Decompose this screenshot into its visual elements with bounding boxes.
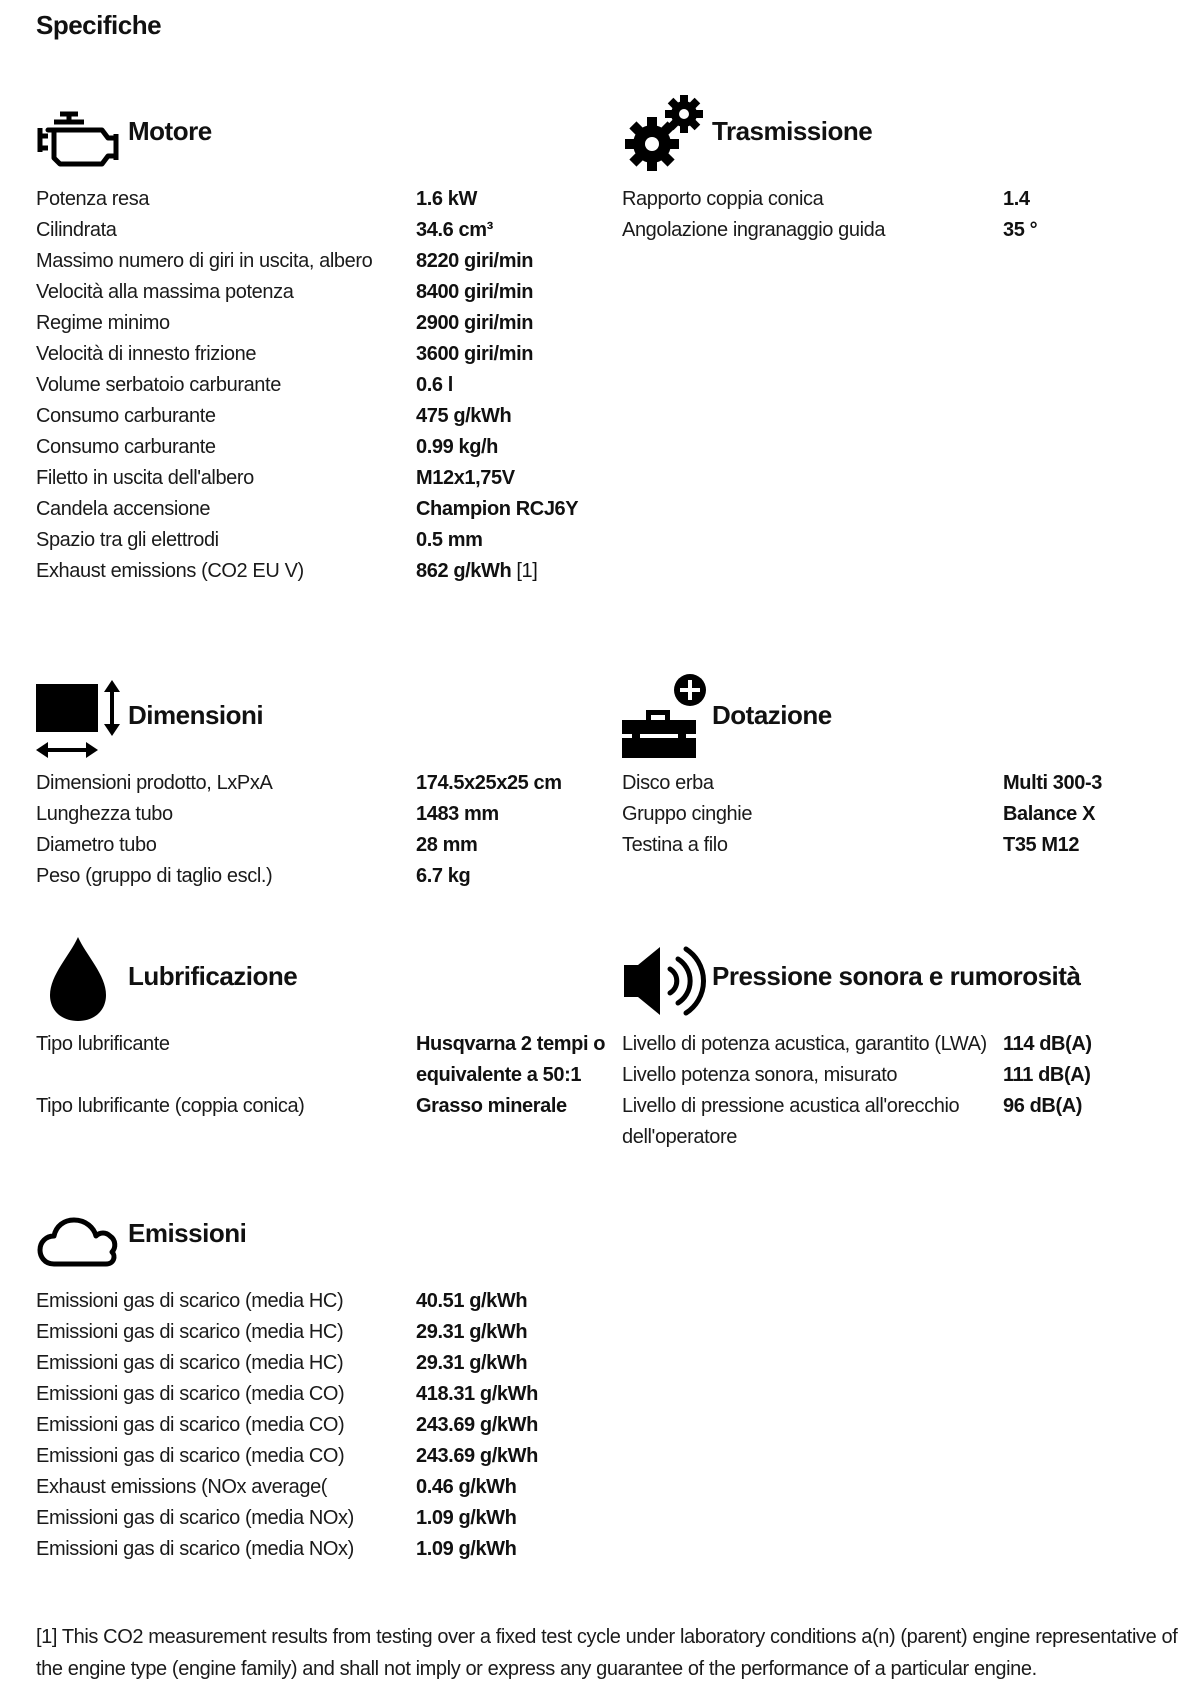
spec-row	[36, 1286, 1186, 1317]
spec-value-text: 243.69 g/kWh	[416, 1414, 538, 1436]
spec-label: Massimo numero di giri in uscita, albero	[36, 250, 373, 272]
spec-row	[622, 215, 1182, 246]
spec-row	[36, 1091, 616, 1122]
spec-value-text: 1483 mm	[416, 803, 499, 825]
spec-value	[416, 1441, 538, 1472]
spec-value-text: 243.69 g/kWh	[416, 1445, 538, 1467]
spec-value	[1003, 768, 1102, 799]
spec-label: Peso (gruppo di taglio escl.)	[36, 865, 273, 887]
spec-row	[36, 401, 616, 432]
spec-label: Consumo carburante	[36, 436, 216, 458]
section-motore	[36, 92, 616, 587]
spec-row	[36, 1348, 1186, 1379]
spec-value	[416, 1410, 538, 1441]
section-title-trasmissione: Trasmissione	[712, 116, 873, 146]
spec-value	[416, 1317, 527, 1348]
section-title-dimensioni: Dimensioni	[128, 700, 264, 730]
spec-value-text: 0.5 mm	[416, 529, 483, 551]
spec-label: Cilindrata	[36, 219, 117, 241]
spec-row	[36, 861, 616, 892]
spec-label: Emissioni gas di scarico (media HC)	[36, 1290, 344, 1312]
spec-label: Exhaust emissions (CO2 EU V)	[36, 560, 304, 582]
spec-label: Gruppo cinghie	[622, 803, 753, 825]
spec-row	[36, 184, 616, 215]
spec-row	[36, 1441, 1186, 1472]
spec-value-text: 8400 giri/min	[416, 281, 534, 303]
spec-value-text: 862 g/kWh	[416, 560, 512, 582]
spec-value	[416, 370, 453, 401]
spec-row	[36, 463, 616, 494]
spec-row	[36, 556, 616, 587]
spec-value-text: Multi 300-3	[1003, 772, 1102, 794]
spec-value-text: 29.31 g/kWh	[416, 1321, 528, 1343]
spec-value	[416, 1348, 527, 1379]
spec-value-text: 34.6 cm³	[416, 219, 493, 241]
spec-row	[36, 1410, 1186, 1441]
spec-row	[36, 494, 616, 525]
spec-label: Diametro tubo	[36, 834, 157, 856]
spec-value	[416, 799, 499, 830]
spec-row	[622, 1060, 1182, 1091]
spec-label: Spazio tra gli elettrodi	[36, 529, 219, 551]
spec-value-text: M12x1,75V	[416, 467, 515, 489]
spec-value	[416, 1091, 567, 1122]
spec-row	[622, 830, 1182, 861]
spec-value	[1003, 1060, 1091, 1091]
spec-value	[1003, 184, 1030, 215]
spec-value	[416, 830, 477, 861]
spec-label: Consumo carburante	[36, 405, 216, 427]
spec-value-text: 1.4	[1003, 188, 1030, 210]
section-pressione	[622, 937, 1182, 1153]
spec-value-text: 418.31 g/kWh	[416, 1383, 538, 1405]
spec-value-text: 0.99 kg/h	[416, 436, 498, 458]
spec-value-text: 0.46 g/kWh	[416, 1476, 517, 1498]
spec-value	[416, 339, 533, 370]
spec-value	[1003, 215, 1037, 246]
spec-value-text: 475 g/kWh	[416, 405, 512, 427]
spec-value-text: Balance X	[1003, 803, 1096, 825]
spec-row	[36, 308, 616, 339]
spec-label: Emissioni gas di scarico (media NOx)	[36, 1538, 354, 1560]
spec-value-text: 2900 giri/min	[416, 312, 534, 334]
spec-label: Lunghezza tubo	[36, 803, 173, 825]
spec-row	[36, 432, 616, 463]
spec-value-text: 1.09 g/kWh	[416, 1538, 517, 1560]
spec-label: Livello potenza sonora, misurato	[622, 1064, 898, 1086]
spec-value	[416, 463, 515, 494]
spec-value	[416, 184, 477, 215]
spec-value	[416, 246, 533, 277]
section-title-motore: Motore	[128, 116, 212, 146]
section-emissioni	[36, 1194, 1186, 1565]
spec-value	[416, 494, 578, 525]
spec-label: Disco erba	[622, 772, 714, 794]
spec-label: Emissioni gas di scarico (media NOx)	[36, 1507, 354, 1529]
section-title-emissioni: Emissioni	[128, 1218, 247, 1248]
spec-value-text: 0.6 l	[416, 374, 453, 396]
spec-label: Candela accensione	[36, 498, 211, 520]
spec-row	[622, 768, 1182, 799]
spec-value-text: 96 dB(A)	[1003, 1095, 1083, 1117]
cloud-icon	[36, 1200, 122, 1280]
spec-label-line: Livello di pressione acustica all'orecchio	[622, 1095, 960, 1117]
spec-value	[416, 768, 562, 799]
spec-row	[36, 370, 616, 401]
spec-label: Regime minimo	[36, 312, 170, 334]
spec-value	[1003, 799, 1095, 830]
section-title-dotazione: Dotazione	[712, 700, 832, 730]
page-title: Specifiche	[36, 10, 162, 40]
spec-row	[36, 799, 616, 830]
dimensions-icon	[36, 680, 122, 760]
spec-row	[36, 277, 616, 308]
spec-value-text: 29.31 g/kWh	[416, 1352, 528, 1374]
spec-label: Testina a filo	[622, 834, 728, 856]
spec-label: Volume serbatoio carburante	[36, 374, 281, 396]
spec-value-text: 40.51 g/kWh	[416, 1290, 528, 1312]
spec-row	[36, 1317, 1186, 1348]
section-dimensioni	[36, 676, 616, 892]
spec-value-text: 1.6 kW	[416, 188, 477, 210]
spec-row	[36, 830, 616, 861]
spec-row	[36, 246, 616, 277]
spec-row	[622, 1091, 1182, 1153]
spec-value-text: 35 °	[1003, 219, 1038, 241]
spec-value	[416, 432, 498, 463]
spec-label: Emissioni gas di scarico (media CO)	[36, 1445, 345, 1467]
spec-value	[416, 277, 533, 308]
spec-label: Tipo lubrificante (coppia conica)	[36, 1095, 305, 1117]
section-lubrificazione	[36, 937, 616, 1122]
spec-value	[416, 308, 533, 339]
spec-value	[416, 556, 537, 587]
spec-value-text: 114 dB(A)	[1003, 1033, 1092, 1055]
speaker-icon	[622, 941, 708, 1021]
spec-value-text: 8220 giri/min	[416, 250, 534, 272]
spec-label: Emissioni gas di scarico (media CO)	[36, 1414, 345, 1436]
toolbox-plus-icon	[622, 674, 708, 760]
spec-value	[416, 861, 470, 892]
spec-label: Potenza resa	[36, 188, 150, 210]
spec-row	[36, 1379, 1186, 1410]
gears-icon	[622, 92, 708, 178]
spec-label: Rapporto coppia conica	[622, 188, 824, 210]
spec-row	[36, 525, 616, 556]
spec-value-text: Grasso minerale	[416, 1095, 567, 1117]
spec-value-text: 6.7 kg	[416, 865, 471, 887]
spec-label: Exhaust emissions (NOx average(	[36, 1476, 328, 1498]
spec-label: Livello di potenza acustica, garantito (LWA)	[622, 1033, 987, 1055]
spec-value	[416, 1029, 605, 1091]
spec-value-text: 111 dB(A)	[1003, 1064, 1091, 1086]
spec-row	[36, 1534, 1186, 1565]
spec-value	[1003, 1091, 1082, 1122]
oil-drop-icon	[36, 935, 122, 1025]
spec-label: Emissioni gas di scarico (media HC)	[36, 1352, 344, 1374]
spec-label: Emissioni gas di scarico (media CO)	[36, 1383, 345, 1405]
spec-value-text: 1.09 g/kWh	[416, 1507, 517, 1529]
spec-label: Angolazione ingranaggio guida	[622, 219, 886, 241]
spec-value	[416, 525, 483, 556]
spec-value-text: 3600 giri/min	[416, 343, 534, 365]
spec-value-line: Husqvarna 2 tempi o	[416, 1033, 606, 1055]
section-dotazione	[622, 676, 1182, 861]
section-title-lubrificazione: Lubrificazione	[128, 961, 298, 991]
spec-label: Tipo lubrificante	[36, 1033, 170, 1055]
spec-row	[36, 1029, 616, 1091]
spec-value	[416, 1379, 538, 1410]
spec-value	[416, 401, 511, 432]
spec-label: Filetto in uscita dell'albero	[36, 467, 254, 489]
engine-icon	[36, 104, 122, 174]
spec-label	[622, 1091, 1003, 1153]
spec-row	[36, 768, 616, 799]
spec-value-line: equivalente a 50:1	[416, 1064, 582, 1086]
spec-row	[622, 184, 1182, 215]
spec-label: Dimensioni prodotto, LxPxA	[36, 772, 273, 794]
spec-row	[36, 215, 616, 246]
footnote: [1] This CO2 measurement results from testing over a fixed test cycle under laboratory conditions a(n) (parent) engine representative of the engine type (engine family) and shall not imply or express any guarantee of the performance of a particular engine.	[36, 1626, 1178, 1680]
spec-label: Velocità alla massima potenza	[36, 281, 294, 303]
spec-value	[1003, 1029, 1092, 1060]
spec-label: Emissioni gas di scarico (media HC)	[36, 1321, 344, 1343]
section-trasmissione	[622, 92, 1182, 246]
spec-value	[1003, 830, 1079, 861]
spec-value	[416, 215, 493, 246]
spec-row	[36, 1503, 1186, 1534]
spec-row	[36, 339, 616, 370]
spec-value-text: 174.5x25x25 cm	[416, 772, 562, 794]
spec-value-text: T35 M12	[1003, 834, 1080, 856]
spec-label: Velocità di innesto frizione	[36, 343, 257, 365]
section-title-pressione: Pressione sonora e rumorosità	[712, 961, 1081, 991]
footnote-ref: [1]	[516, 560, 538, 582]
spec-value	[416, 1503, 516, 1534]
spec-value-text: Champion RCJ6Y	[416, 498, 579, 520]
spec-row	[622, 799, 1182, 830]
spec-value-text: 28 mm	[416, 834, 478, 856]
spec-row	[36, 1472, 1186, 1503]
spec-value	[416, 1286, 527, 1317]
spec-label-line: dell'operatore	[622, 1126, 737, 1148]
spec-value	[416, 1534, 516, 1565]
spec-row	[622, 1029, 1182, 1060]
spec-value	[416, 1472, 516, 1503]
